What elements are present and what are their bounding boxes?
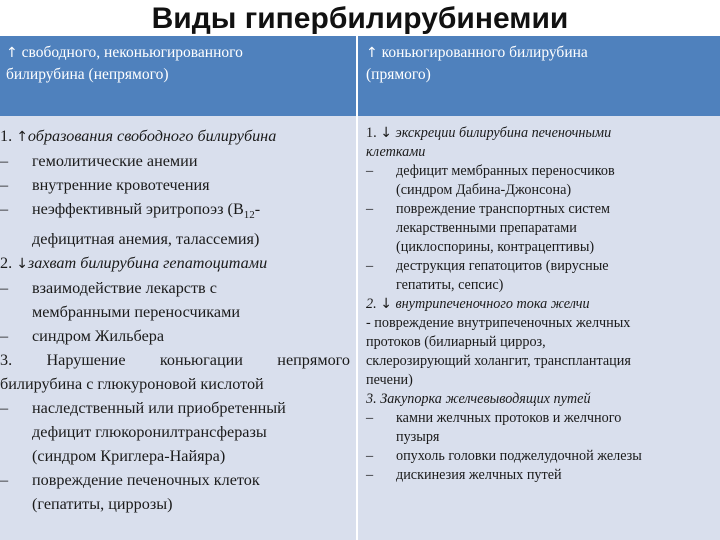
section-number: 2.: [366, 296, 377, 312]
dash-bullet: –: [0, 176, 9, 194]
arrow-down-icon: ↓: [16, 256, 28, 273]
list-item-continuation: пузыря: [396, 429, 440, 445]
right-header-line2: (прямого): [366, 66, 431, 83]
list-item-text: гемолитические анемии: [32, 152, 198, 170]
list-item-text: дискинезия желчных путей: [396, 467, 562, 483]
dash-bullet: –: [0, 327, 9, 346]
list-item: [0, 149, 356, 173]
left-section-1-heading: [0, 124, 356, 149]
list-item-continuation: мембранными переносчиками: [32, 303, 241, 322]
dash-bullet: –: [0, 152, 9, 170]
list-item-text: повреждение транспортных систем: [396, 201, 610, 217]
arrow-up-icon: ↑: [6, 45, 18, 61]
dash-bullet: –: [0, 471, 9, 490]
right-column-header: [358, 36, 720, 116]
list-item: [366, 447, 716, 466]
list-item: [0, 276, 356, 300]
section-title: захват билирубина гепатоцитами: [27, 254, 268, 273]
subscript: 12: [243, 209, 255, 222]
list-item-continuation: дефицит глюкоронилтрансферазы: [32, 423, 267, 442]
section-number: 1.: [366, 125, 377, 141]
list-item: [0, 173, 356, 197]
dash-bullet: –: [366, 467, 374, 483]
left-column-header: [0, 36, 358, 116]
text-line: протоков (билиарный цирроз,: [366, 334, 546, 350]
right-section-3-heading: 3. Закупорка желчевыводящих путей: [366, 391, 591, 407]
list-item-continuation: гепатиты, сепсис): [396, 277, 504, 293]
list-item-text: внутренние кровотечения: [32, 176, 210, 194]
list-item-text: опухоль головки поджелудочной железы: [396, 448, 642, 464]
list-item-text: неэффективный эритропоэз (B: [32, 200, 244, 218]
list-item-continuation: (синдром Криглера-Найяра): [32, 447, 226, 466]
arrow-up-icon: ↑: [16, 129, 28, 145]
list-item: [0, 197, 356, 227]
list-item: [366, 162, 716, 181]
right-section-1-heading: [366, 124, 716, 143]
list-item-text: синдром Жильбера: [32, 327, 165, 346]
list-item-text: повреждение печеночных клеток: [32, 471, 260, 490]
dash-bullet: –: [366, 163, 374, 179]
list-item: [366, 409, 716, 428]
section-number: 1.: [0, 127, 13, 145]
text-line: печени): [366, 372, 413, 388]
left-section-3-heading: 3. Нарушение коньюгации непрямого: [0, 351, 350, 370]
list-item-text: дефицит мембранных переносчиков: [396, 163, 615, 179]
left-header-line2: билирубина (непрямого): [6, 66, 169, 83]
list-item-continuation: дефицитная анемия, талассемия): [32, 230, 260, 249]
left-header-line1: свободного, неконьюгированного: [21, 44, 243, 61]
arrow-up-icon: ↑: [366, 45, 378, 61]
list-item: [0, 468, 356, 492]
arrow-down-icon: ↓: [380, 125, 392, 141]
right-header-line1: коньюгированного билирубина: [381, 44, 588, 61]
section-number: 2.: [0, 254, 13, 273]
left-column-body: [0, 116, 358, 540]
list-item-continuation: (циклоспорины, контрацептивы): [396, 239, 595, 255]
dash-bullet: –: [366, 258, 374, 274]
comparison-table: [0, 36, 720, 540]
text-line: склерозирующий холангит, трансплантация: [366, 353, 631, 369]
dash-bullet: –: [0, 399, 9, 418]
list-item-text: -: [254, 200, 261, 218]
list-item-text: наследственный или приобретенный: [32, 399, 286, 418]
list-item: [0, 396, 356, 420]
section-title: экскреции билирубина печеночными: [395, 125, 612, 141]
list-item-continuation: (гепатиты, циррозы): [32, 495, 173, 514]
section-title-cont: клетками: [366, 144, 426, 160]
section-title: образования свободного билирубина: [27, 127, 277, 145]
list-item-text: взаимодействие лекарств с: [32, 279, 217, 298]
left-section-2-heading: [0, 251, 356, 276]
list-item-continuation: (синдром Дабина-Джонсона): [396, 182, 572, 198]
text-line: - повреждение внутрипеченочных желчных: [366, 315, 631, 331]
dash-bullet: –: [366, 201, 374, 217]
dash-bullet: –: [0, 200, 9, 218]
list-item: [0, 324, 356, 348]
dash-bullet: –: [366, 448, 374, 464]
list-item: [366, 466, 716, 485]
left-section-3-heading-cont: билирубина с глюкуроновой кислотой: [0, 375, 264, 394]
right-column-body: [358, 116, 720, 540]
section-title: внутрипеченочного тока желчи: [395, 296, 590, 312]
dash-bullet: –: [0, 279, 9, 298]
list-item-text: камни желчных протоков и желчного: [396, 410, 622, 426]
list-item-continuation: лекарственными препаратами: [396, 220, 577, 236]
arrow-down-icon: ↓: [380, 296, 392, 312]
list-item-text: деструкция гепатоцитов (вирусные: [396, 258, 609, 274]
dash-bullet: –: [366, 410, 374, 426]
list-item: [366, 257, 716, 276]
right-section-2-heading: [366, 295, 716, 314]
list-item: [366, 200, 716, 219]
page-title: Виды гипербилирубинемии: [151, 2, 569, 35]
